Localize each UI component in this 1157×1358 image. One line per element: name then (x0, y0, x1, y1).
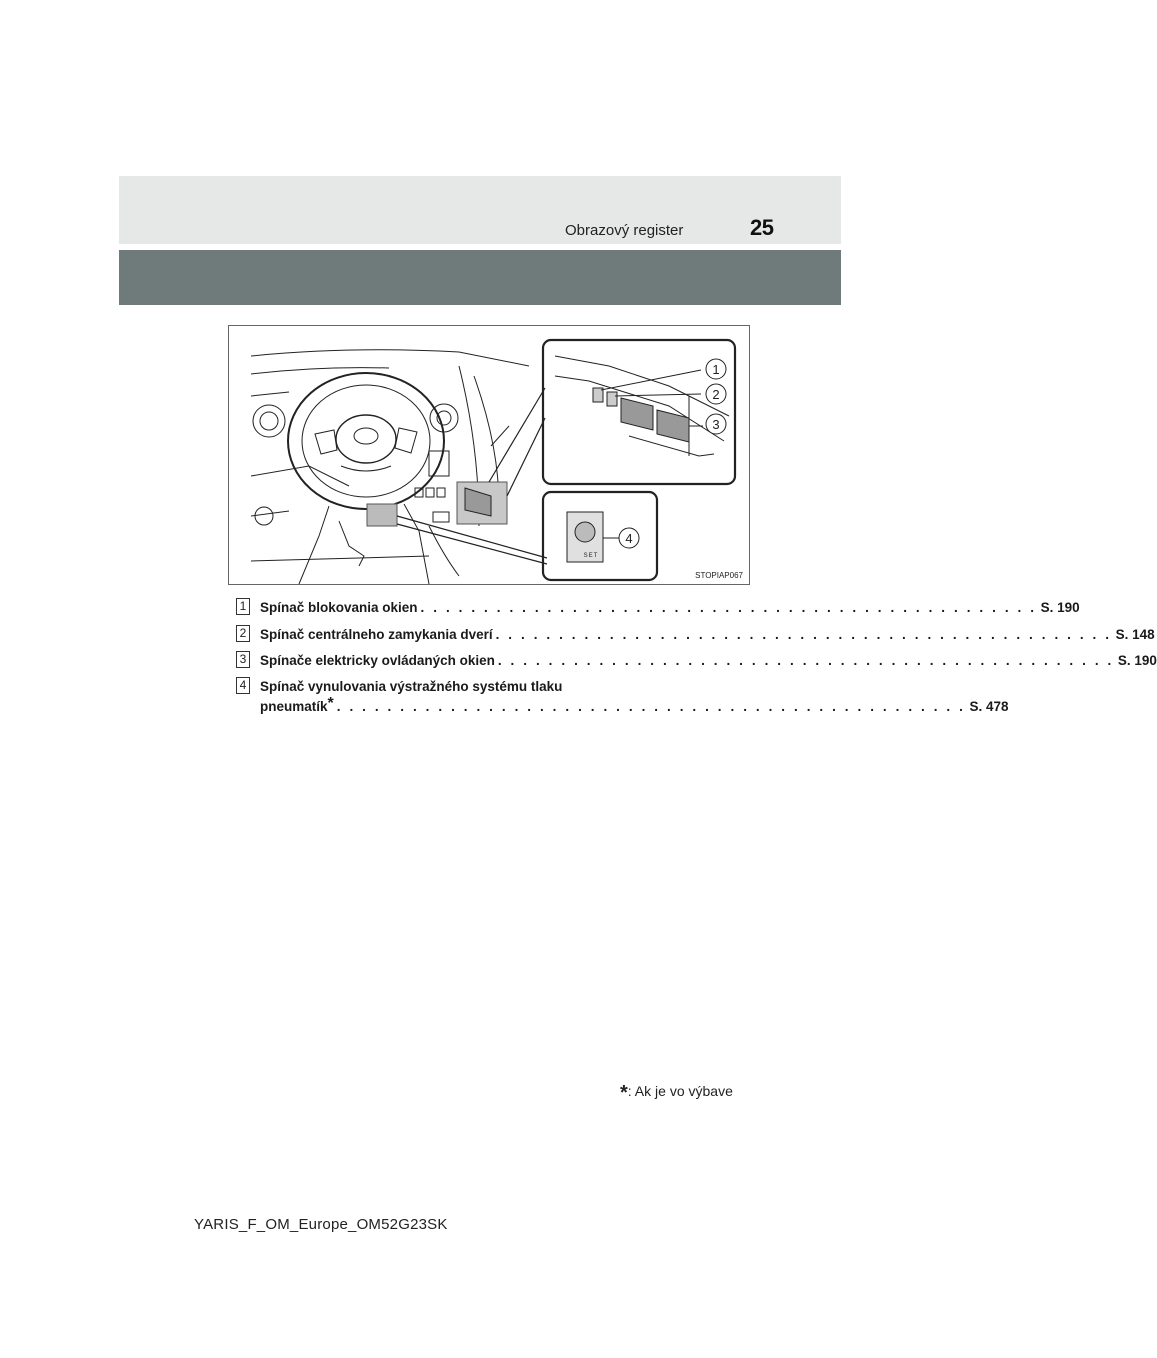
item-label: Spínač centrálneho zamykania dverí (260, 627, 493, 642)
item-label-continued: pneumatík* (260, 694, 334, 714)
leader-dots: . . . . . . . . . . . . . . . . . . . . . . . . . . . . . . . . . . . . . . . . . . . . . . . . . (420, 600, 1037, 615)
section-bar (119, 250, 841, 305)
set-label: SET (583, 553, 599, 559)
item-label: Spínač blokovania okien (260, 600, 418, 615)
page-reference: S. 190 (1040, 600, 1080, 615)
footnote-text: : Ak je vo výbave (627, 1083, 733, 1099)
item-number-badge: 3 (236, 651, 250, 668)
item-number-badge: 2 (236, 625, 250, 642)
figure-code: STOPIAP067 (695, 571, 743, 580)
callout-4: 4 (625, 531, 633, 546)
footnote (620, 1079, 733, 1102)
dashboard-figure (228, 325, 750, 585)
page-reference: S. 190 (1117, 653, 1157, 668)
leader-dots: . . . . . . . . . . . . . . . . . . . . . . . . . . . . . . . . . . . . . . . . . . . . . . . . . . (336, 699, 966, 714)
page-reference: S. 148 (1115, 627, 1155, 642)
leader-dots: . . . . . . . . . . . . . . . . . . . . . . . . . . . . . . . . . . . . . . . . . . . . . . . . . (497, 653, 1114, 668)
callout-3: 3 (712, 417, 720, 432)
item-number-badge: 4 (236, 677, 250, 694)
item-label: Spínač vynulovania výstražného systému tlaku (260, 679, 563, 694)
dashboard-illustration (229, 326, 749, 584)
callout-1: 1 (712, 362, 720, 377)
section-title: Obrazový register (565, 222, 684, 239)
asterisk-marker: * (327, 694, 334, 712)
page-reference: S. 478 (969, 699, 1009, 714)
document-id: YARIS_F_OM_Europe_OM52G23SK (194, 1216, 448, 1233)
callout-2: 2 (712, 387, 720, 402)
leader-dots: . . . . . . . . . . . . . . . . . . . . . . . . . . . . . . . . . . . . . . . . . . . . . . . . . (495, 627, 1112, 642)
page-number: 25 (750, 215, 774, 240)
header-band (119, 176, 841, 244)
footnote-asterisk: * (620, 1082, 628, 1104)
item-label: Spínače elektricky ovládaných okien (260, 653, 495, 668)
item-number-badge: 1 (236, 598, 250, 615)
